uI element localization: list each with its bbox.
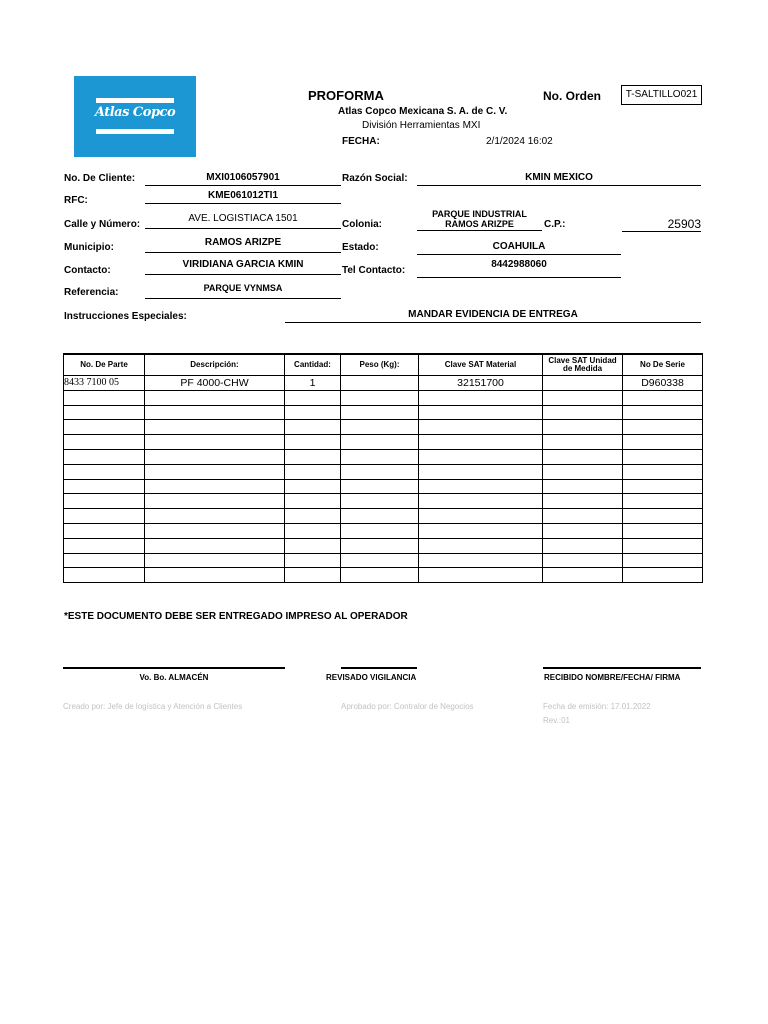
table-cell-empty — [341, 449, 419, 464]
signature-line-almacen — [63, 667, 285, 669]
table-row-empty — [64, 464, 703, 479]
razon-social-value: KMIN MEXICO — [417, 172, 701, 186]
table-cell-empty — [64, 435, 145, 450]
table-cell-empty — [419, 435, 543, 450]
table-cell-empty — [64, 449, 145, 464]
orden-value: T-SALTILLO021 — [621, 85, 702, 105]
table-cell-empty — [145, 464, 285, 479]
table-cell-empty — [64, 405, 145, 420]
table-cell-empty — [145, 538, 285, 553]
table-cell-empty — [341, 553, 419, 568]
table-row-empty — [64, 479, 703, 494]
header-no-parte: No. De Parte — [64, 354, 145, 376]
table-cell-empty — [623, 568, 703, 583]
table-cell-empty — [419, 568, 543, 583]
table-cell-empty — [623, 435, 703, 450]
table-header-row — [64, 354, 703, 376]
colonia-value-line-2: RAMOS ARIZPE — [445, 219, 514, 229]
cell-peso — [341, 376, 419, 391]
cp-label: C.P.: — [544, 219, 566, 230]
items-table — [63, 353, 703, 583]
table-cell-empty — [623, 390, 703, 405]
table-cell-empty — [341, 509, 419, 524]
orden-label: No. Orden — [543, 89, 602, 103]
table-cell-empty — [285, 479, 341, 494]
header-no-serie: No De Serie — [623, 354, 703, 376]
table-cell-empty — [341, 435, 419, 450]
logo-bottom-bar — [96, 129, 174, 134]
table-row-empty — [64, 523, 703, 538]
table-cell-empty — [64, 523, 145, 538]
table-cell-empty — [285, 464, 341, 479]
footer-aprobado-por: Aprobado por: Contralor de Negocios — [341, 702, 474, 711]
table-cell-empty — [341, 464, 419, 479]
table-cell-empty — [145, 523, 285, 538]
table-row-empty — [64, 420, 703, 435]
footer-creado-por: Creado por: Jefe de logística y Atención a Clientes — [63, 702, 243, 711]
table-cell-empty — [285, 390, 341, 405]
tel-contacto-label: Tel Contacto: — [342, 265, 406, 276]
fecha-label: FECHA: — [342, 136, 380, 147]
table-cell-empty — [145, 479, 285, 494]
table-cell-empty — [145, 553, 285, 568]
calle-label: Calle y Número: — [64, 219, 141, 230]
table-cell-empty — [543, 420, 623, 435]
signature-label-recibido: RECIBIDO NOMBRE/FECHA/ FIRMA — [544, 673, 681, 682]
table-row-empty — [64, 449, 703, 464]
tel-contacto-value: 8442988060 — [417, 259, 621, 278]
footer-revision: Rev.:01 — [543, 716, 570, 725]
table-cell-empty — [341, 568, 419, 583]
table-cell-empty — [543, 509, 623, 524]
municipio-label: Municipio: — [64, 242, 114, 253]
atlas-copco-logo — [74, 76, 196, 157]
table-cell-empty — [285, 568, 341, 583]
table-row-empty — [64, 538, 703, 553]
table-cell-empty — [285, 449, 341, 464]
table-cell-empty — [419, 449, 543, 464]
table-cell-empty — [623, 479, 703, 494]
header-clave-sat-unidad: Clave SAT Unidad de Medida — [543, 354, 623, 376]
table-cell-empty — [285, 420, 341, 435]
table-cell-empty — [145, 420, 285, 435]
table-cell-empty — [419, 479, 543, 494]
estado-value: COAHUILA — [417, 241, 621, 255]
signature-line-recibido — [543, 667, 701, 669]
table-cell-empty — [623, 405, 703, 420]
table-cell-empty — [64, 538, 145, 553]
table-cell-empty — [419, 405, 543, 420]
company-name: Atlas Copco Mexicana S. A. de C. V. — [338, 106, 508, 117]
table-row-empty — [64, 405, 703, 420]
table-cell-empty — [285, 523, 341, 538]
header-cantidad: Cantidad: — [285, 354, 341, 376]
header-peso: Peso (Kg): — [341, 354, 419, 376]
table-cell-empty — [145, 509, 285, 524]
table-cell-empty — [64, 479, 145, 494]
table-cell-empty — [341, 523, 419, 538]
table-row-empty — [64, 494, 703, 509]
table-cell-empty — [64, 494, 145, 509]
table-cell-empty — [543, 479, 623, 494]
table-cell-empty — [623, 464, 703, 479]
table-cell-empty — [543, 435, 623, 450]
table-cell-empty — [341, 390, 419, 405]
calle-value: AVE. LOGISTIACA 1501 — [145, 213, 341, 229]
table-cell-empty — [419, 494, 543, 509]
cell-no-serie: D960338 — [623, 376, 703, 391]
table-cell-empty — [419, 538, 543, 553]
no-cliente-label: No. De Cliente: — [64, 173, 136, 184]
municipio-value: RAMOS ARIZPE — [145, 237, 341, 253]
estado-label: Estado: — [342, 242, 379, 253]
table-cell-empty — [543, 494, 623, 509]
table-cell-empty — [419, 553, 543, 568]
document-title: PROFORMA — [308, 88, 384, 103]
table-cell-empty — [145, 568, 285, 583]
table-cell-empty — [341, 405, 419, 420]
table-cell-empty — [341, 538, 419, 553]
table-cell-empty — [623, 523, 703, 538]
table-cell-empty — [623, 509, 703, 524]
table-cell-empty — [64, 568, 145, 583]
table-cell-empty — [623, 494, 703, 509]
table-cell-empty — [543, 390, 623, 405]
table-row — [64, 376, 703, 391]
table-cell-empty — [145, 390, 285, 405]
division-name: División Herramientas MXI — [362, 120, 481, 131]
footer-fecha-emision: Fecha de emisión: 17.01.2022 — [543, 702, 651, 711]
cell-clave-sat-material: 32151700 — [419, 376, 543, 391]
table-cell-empty — [64, 509, 145, 524]
table-cell-empty — [623, 449, 703, 464]
signature-line-vigilancia — [341, 667, 417, 669]
table-row-empty — [64, 509, 703, 524]
table-cell-empty — [285, 509, 341, 524]
table-cell-empty — [419, 464, 543, 479]
table-cell-empty — [543, 523, 623, 538]
referencia-label: Referencia: — [64, 287, 119, 298]
table-cell-empty — [543, 553, 623, 568]
signature-label-vigilancia: REVISADO VIGILANCIA — [326, 673, 417, 682]
table-cell-empty — [419, 523, 543, 538]
colonia-value-line-1: PARQUE INDUSTRIAL — [432, 209, 527, 219]
table-cell-empty — [623, 538, 703, 553]
table-cell-empty — [64, 420, 145, 435]
rfc-value: KME061012TI1 — [145, 190, 341, 204]
table-cell-empty — [285, 538, 341, 553]
table-row-empty — [64, 568, 703, 583]
referencia-value: PARQUE VYNMSA — [145, 283, 341, 299]
cell-descripcion: PF 4000-CHW — [145, 376, 285, 391]
table-cell-empty — [145, 494, 285, 509]
table-row-empty — [64, 390, 703, 405]
cell-cantidad: 1 — [285, 376, 341, 391]
table-cell-empty — [285, 435, 341, 450]
table-cell-empty — [543, 538, 623, 553]
table-cell-empty — [341, 494, 419, 509]
table-cell-empty — [419, 390, 543, 405]
logo-top-bar — [96, 98, 174, 103]
logo-wordmark: Atlas Copco — [94, 105, 176, 120]
instrucciones-value: MANDAR EVIDENCIA DE ENTREGA — [285, 309, 701, 323]
table-cell-empty — [145, 449, 285, 464]
header-clave-sat-material: Clave SAT Material — [419, 354, 543, 376]
fecha-value: 2/1/2024 16:02 — [486, 136, 553, 147]
table-cell-empty — [64, 464, 145, 479]
razon-social-label: Razón Social: — [342, 173, 408, 184]
table-cell-empty — [341, 479, 419, 494]
table-row-empty — [64, 435, 703, 450]
print-notice: *ESTE DOCUMENTO DEBE SER ENTREGADO IMPRESO AL OPERADOR — [64, 611, 408, 622]
table-cell-empty — [543, 449, 623, 464]
signature-label-almacen: Vo. Bo. ALMACÉN — [139, 673, 209, 682]
table-cell-empty — [285, 405, 341, 420]
table-cell-empty — [341, 420, 419, 435]
table-cell-empty — [543, 568, 623, 583]
instrucciones-label: Instrucciones Especiales: — [64, 311, 187, 322]
table-cell-empty — [419, 509, 543, 524]
header-descripcion: Descripción: — [145, 354, 285, 376]
contacto-value: VIRIDIANA GARCIA KMIN — [145, 259, 341, 275]
cell-no-parte: 8433 7100 05 — [64, 376, 145, 391]
table-cell-empty — [64, 390, 145, 405]
table-row-empty — [64, 553, 703, 568]
table-cell-empty — [623, 420, 703, 435]
contacto-label: Contacto: — [64, 265, 111, 276]
rfc-label: RFC: — [64, 195, 88, 206]
table-cell-empty — [419, 420, 543, 435]
table-cell-empty — [285, 494, 341, 509]
table-cell-empty — [543, 405, 623, 420]
colonia-label: Colonia: — [342, 219, 382, 230]
table-cell-empty — [145, 435, 285, 450]
table-cell-empty — [543, 464, 623, 479]
table-cell-empty — [623, 553, 703, 568]
cp-value: 25903 — [622, 217, 701, 232]
table-cell-empty — [64, 553, 145, 568]
colonia-value — [417, 209, 542, 231]
no-cliente-value: MXI0106057901 — [145, 172, 341, 186]
table-cell-empty — [145, 405, 285, 420]
cell-clave-sat-unidad — [543, 376, 623, 391]
table-cell-empty — [285, 553, 341, 568]
